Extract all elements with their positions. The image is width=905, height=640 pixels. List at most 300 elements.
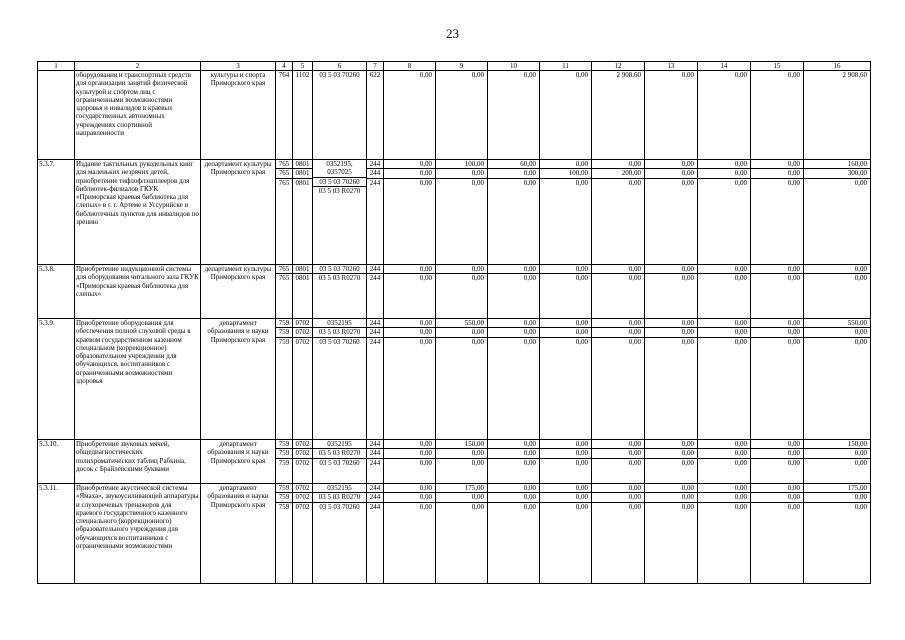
- value-line: 0,00: [523, 440, 536, 448]
- value-cell: [367, 160, 384, 265]
- value-line: 175,00: [847, 484, 867, 492]
- header-cell: 9: [436, 62, 488, 71]
- value-line: 244: [367, 274, 383, 283]
- value-cell: [384, 265, 436, 319]
- value-line: 0,00: [787, 265, 800, 273]
- value-line: 0352195: [327, 319, 352, 327]
- value-line: 550,00: [464, 319, 484, 327]
- value-line: 0,00: [645, 178, 697, 187]
- organization: департамент образования и науки Приморского края: [201, 440, 276, 484]
- value-line: 0,00: [540, 328, 591, 337]
- value-line: 244: [369, 440, 381, 448]
- value-line: 0801: [295, 160, 310, 168]
- value-line: 0,00: [751, 274, 803, 283]
- value-line: 0,00: [575, 319, 588, 327]
- value-cell: [698, 440, 751, 484]
- header-cell: 4: [276, 62, 293, 71]
- value-line: 0,00: [436, 169, 487, 178]
- value-line: 0,00: [471, 265, 484, 273]
- value-cell: [293, 484, 313, 584]
- value-line: 0,00: [645, 493, 697, 502]
- value-line: 0,00: [645, 337, 697, 346]
- value-line: 0,00: [698, 178, 750, 187]
- value-line: 03 5 03 R0270: [313, 449, 366, 458]
- value-line: 0,00: [419, 71, 432, 79]
- value-line: 0702: [293, 449, 312, 458]
- value-cell: [645, 71, 698, 160]
- table-row: [38, 440, 871, 484]
- value-line: 0,00: [645, 274, 697, 283]
- value-line: 160,00: [847, 160, 867, 168]
- value-cell: [276, 440, 293, 484]
- value-cell: [276, 160, 293, 265]
- value-line: 244: [369, 160, 381, 168]
- value-line: 0801: [293, 178, 312, 187]
- value-line: 0,00: [698, 449, 750, 458]
- value-line: 759: [276, 449, 292, 458]
- value-line: 0,00: [734, 484, 747, 492]
- value-cell: [804, 160, 871, 265]
- value-line: 244: [369, 265, 381, 273]
- value-line: 300,00: [804, 169, 870, 178]
- value-cell: [540, 319, 592, 440]
- value-line: 200,00: [592, 169, 644, 178]
- value-line: 765: [276, 169, 292, 178]
- value-line: 622: [369, 71, 381, 79]
- value-cell: [293, 160, 313, 265]
- value-line: 0,00: [592, 449, 644, 458]
- value-cell: [698, 71, 751, 160]
- value-line: 759: [278, 484, 290, 492]
- value-line: 0,00: [384, 328, 435, 337]
- value-line: 0,00: [488, 328, 539, 337]
- table-row: [38, 265, 871, 319]
- value-cell: [367, 265, 384, 319]
- header-row: [38, 62, 871, 71]
- value-line: 0,00: [471, 71, 484, 79]
- value-line: 0,00: [698, 169, 750, 178]
- value-cell: [313, 160, 367, 265]
- value-line: 0,00: [436, 493, 487, 502]
- value-cell: [384, 484, 436, 584]
- value-line: 0,00: [787, 440, 800, 448]
- value-cell: [436, 265, 488, 319]
- value-cell: [436, 319, 488, 440]
- value-line: 0,00: [787, 160, 800, 168]
- value-line: 0,00: [419, 319, 432, 327]
- value-line: 0,00: [488, 502, 539, 511]
- value-line: 765: [276, 274, 292, 283]
- value-line: 0,00: [751, 493, 803, 502]
- row-number: [38, 71, 75, 160]
- value-line: 2 908,60: [616, 71, 641, 79]
- value-line: 244: [367, 178, 383, 187]
- value-line: 0,00: [698, 493, 750, 502]
- value-line: 0,00: [804, 337, 870, 346]
- value-line: 0,00: [804, 274, 870, 283]
- value-line: 0,00: [787, 319, 800, 327]
- value-line: 0,00: [575, 484, 588, 492]
- value-line: 0,00: [592, 178, 644, 187]
- value-line: 0,00: [592, 493, 644, 502]
- value-line: 0,00: [698, 458, 750, 467]
- value-line: 0,00: [804, 449, 870, 458]
- value-cell: [436, 484, 488, 584]
- header-cell: 15: [751, 62, 804, 71]
- value-line: 0801: [293, 274, 312, 283]
- value-line: 0,00: [540, 178, 591, 187]
- value-line: 0,00: [751, 169, 803, 178]
- value-line: 0,00: [751, 328, 803, 337]
- value-line: 244: [367, 502, 383, 511]
- value-cell: [698, 160, 751, 265]
- value-line: 0,00: [436, 337, 487, 346]
- value-line: 0,00: [681, 160, 694, 168]
- value-line: 0,00: [628, 484, 641, 492]
- value-cell: [276, 265, 293, 319]
- value-line: 0,00: [384, 493, 435, 502]
- value-line: 0,00: [592, 337, 644, 346]
- value-line: 244: [367, 449, 383, 458]
- value-line: 0801: [295, 265, 310, 273]
- value-line: 0,00: [628, 160, 641, 168]
- value-line: 03 5 03 R0270: [313, 493, 366, 502]
- value-cell: [384, 71, 436, 160]
- value-cell: [540, 440, 592, 484]
- value-line: 0,00: [488, 337, 539, 346]
- value-line: 0,00: [523, 319, 536, 327]
- value-cell: [592, 71, 645, 160]
- value-cell: [436, 160, 488, 265]
- value-cell: [293, 265, 313, 319]
- value-cell: [804, 484, 871, 584]
- value-line: 0,00: [540, 458, 591, 467]
- value-cell: [313, 440, 367, 484]
- value-cell: [645, 265, 698, 319]
- value-cell: [488, 160, 540, 265]
- value-line: 0,00: [384, 337, 435, 346]
- value-line: 2 908,60: [842, 71, 867, 79]
- value-line: 0,00: [523, 484, 536, 492]
- value-line: 0,00: [804, 493, 870, 502]
- header-cell: 14: [698, 62, 751, 71]
- value-cell: [751, 265, 804, 319]
- value-line: 0702: [295, 484, 310, 492]
- value-line: 759: [278, 319, 290, 327]
- value-line: 0702: [293, 502, 312, 511]
- value-line: 03 5 03 70260: [313, 337, 366, 346]
- value-line: 0702: [293, 493, 312, 502]
- value-line: 0,00: [734, 440, 747, 448]
- value-line: 0,00: [592, 328, 644, 337]
- value-cell: [313, 319, 367, 440]
- value-line: 0,00: [645, 502, 697, 511]
- organization: культуры и спорта Приморского края: [201, 71, 276, 160]
- value-line: 0,00: [488, 449, 539, 458]
- header-cell: 11: [540, 62, 592, 71]
- value-line: 60,00: [520, 160, 536, 168]
- row-number: 5.3.10.: [38, 440, 75, 484]
- value-line: 100,00: [464, 160, 484, 168]
- header-cell: 7: [367, 62, 384, 71]
- header-cell: 1: [38, 62, 75, 71]
- value-line: 0,00: [734, 319, 747, 327]
- value-line: 0,00: [681, 484, 694, 492]
- value-line: 244: [367, 458, 383, 467]
- value-cell: [367, 440, 384, 484]
- value-cell: [645, 484, 698, 584]
- header-cell: 12: [592, 62, 645, 71]
- value-line: 0,00: [751, 449, 803, 458]
- measure-name: Приобретение индукционной системы для оборудования читального зала ГКУК «Приморская краевая библиотека для слепых»: [75, 265, 201, 319]
- value-line: 759: [276, 337, 292, 346]
- value-line: 0,00: [734, 71, 747, 79]
- value-line: 0,00: [592, 458, 644, 467]
- value-line: 0,00: [384, 274, 435, 283]
- value-line: 0,00: [436, 502, 487, 511]
- header-cell: 8: [384, 62, 436, 71]
- value-line: 03 5 03 R0270: [313, 328, 366, 337]
- value-cell: [488, 440, 540, 484]
- value-cell: [645, 440, 698, 484]
- value-cell: [384, 440, 436, 484]
- value-line: 03 5 03 70260: [319, 265, 360, 273]
- value-line: 0,00: [751, 178, 803, 187]
- value-line: 0702: [293, 328, 312, 337]
- value-cell: [488, 265, 540, 319]
- value-cell: [276, 484, 293, 584]
- value-cell: [592, 319, 645, 440]
- value-cell: [540, 265, 592, 319]
- value-line: 150,00: [847, 440, 867, 448]
- value-cell: [592, 265, 645, 319]
- value-line: 0,00: [419, 440, 432, 448]
- value-line: 0,00: [751, 502, 803, 511]
- table-row: [38, 484, 871, 584]
- value-line: 0,00: [540, 337, 591, 346]
- value-cell: [751, 71, 804, 160]
- value-line: 03 5 03 70260: [319, 71, 360, 79]
- value-line: 244: [367, 328, 383, 337]
- value-line: 0,00: [384, 458, 435, 467]
- value-line: 765: [276, 178, 292, 187]
- value-line: 0,00: [645, 458, 697, 467]
- value-line: 765: [278, 265, 290, 273]
- value-line: 0,00: [488, 458, 539, 467]
- value-cell: [488, 319, 540, 440]
- value-line: 0,00: [698, 337, 750, 346]
- value-cell: [751, 484, 804, 584]
- value-line: 0,00: [592, 274, 644, 283]
- value-line: 0,00: [488, 274, 539, 283]
- value-cell: [804, 71, 871, 160]
- value-line: 0,00: [698, 274, 750, 283]
- value-line: 0702: [295, 319, 310, 327]
- value-line: 759: [276, 458, 292, 467]
- page-number: 23: [446, 26, 459, 41]
- value-line: 0,00: [384, 449, 435, 458]
- value-line: 0,00: [804, 502, 870, 511]
- value-line: 759: [276, 328, 292, 337]
- value-line: 0,00: [575, 160, 588, 168]
- value-line: 0352195, 0357025: [326, 160, 353, 177]
- value-cell: [645, 160, 698, 265]
- value-line: 244: [369, 484, 381, 492]
- table-row: [38, 160, 871, 265]
- value-line: 0,00: [734, 160, 747, 168]
- value-cell: [592, 440, 645, 484]
- value-line: 0702: [293, 458, 312, 467]
- header-cell: 5: [293, 62, 313, 71]
- organization: департамент образования и науки Приморского края: [201, 484, 276, 584]
- header-cell: 3: [201, 62, 276, 71]
- value-cell: [540, 160, 592, 265]
- row-number: 5.3.8.: [38, 265, 75, 319]
- value-cell: [293, 71, 313, 160]
- value-cell: [804, 440, 871, 484]
- value-line: 244: [367, 493, 383, 502]
- value-line: 0,00: [575, 71, 588, 79]
- value-cell: [751, 440, 804, 484]
- value-line: 759: [276, 493, 292, 502]
- value-line: 03 5 03 70260: [313, 177, 366, 186]
- value-line: 244: [369, 319, 381, 327]
- organization: департамент образования и науки Приморского края: [201, 319, 276, 440]
- table-row: [38, 71, 871, 160]
- value-line: 759: [278, 440, 290, 448]
- value-line: 03 5 03 R0270: [313, 186, 366, 195]
- value-line: 0,00: [681, 265, 694, 273]
- value-line: 0,00: [681, 440, 694, 448]
- value-cell: [592, 484, 645, 584]
- measure-name: Издание тактильных рукодельных книг для маленьких незрячих детей, приобретение тифлофлэшплееров для библиотек-филиалов ГКУК «Приморская краевая библиотека для слепых» в г. г. Артеме и Уссурийске и библиотечных пунктов для инвалидов по зрению: [75, 160, 201, 265]
- value-cell: [367, 484, 384, 584]
- value-line: 0,00: [734, 265, 747, 273]
- value-cell: [293, 440, 313, 484]
- value-line: 0,00: [540, 502, 591, 511]
- value-line: 0,00: [575, 440, 588, 448]
- value-line: 765: [278, 160, 290, 168]
- value-cell: [384, 319, 436, 440]
- value-line: 0,00: [540, 274, 591, 283]
- value-cell: [698, 319, 751, 440]
- value-line: 0,00: [645, 169, 697, 178]
- value-cell: [488, 71, 540, 160]
- value-line: 0,00: [488, 178, 539, 187]
- organization: департамент культуры Приморского края: [201, 265, 276, 319]
- header-cell: 6: [313, 62, 367, 71]
- value-line: 0,00: [384, 502, 435, 511]
- value-line: 0,00: [436, 449, 487, 458]
- measure-name: Приобретение звуковых мячей, общедиагностических полихроматических таблиц Рабкина, досок с Брайлевскими буквами: [75, 440, 201, 484]
- value-cell: [313, 265, 367, 319]
- value-line: 0,00: [628, 319, 641, 327]
- value-line: 550,00: [847, 319, 867, 327]
- value-line: 0,00: [698, 502, 750, 511]
- header-cell: 13: [645, 62, 698, 71]
- value-cell: [804, 265, 871, 319]
- value-cell: [698, 484, 751, 584]
- value-cell: [436, 71, 488, 160]
- value-cell: [367, 319, 384, 440]
- value-cell: [436, 440, 488, 484]
- value-line: 0,00: [540, 449, 591, 458]
- value-cell: [276, 71, 293, 160]
- organization: департамент культуры Приморского края: [201, 160, 276, 265]
- value-line: 0,00: [384, 178, 435, 187]
- value-line: 0,00: [540, 493, 591, 502]
- value-cell: [645, 319, 698, 440]
- value-line: 0,00: [436, 328, 487, 337]
- value-line: 0,00: [645, 328, 697, 337]
- value-line: 0,00: [436, 274, 487, 283]
- value-cell: [698, 265, 751, 319]
- value-cell: [751, 319, 804, 440]
- value-line: 0,00: [804, 458, 870, 467]
- value-cell: [313, 484, 367, 584]
- value-cell: [276, 319, 293, 440]
- value-cell: [313, 71, 367, 160]
- table-row: [38, 319, 871, 440]
- value-line: 0,00: [698, 328, 750, 337]
- value-cell: [540, 484, 592, 584]
- value-line: 0,00: [436, 178, 487, 187]
- value-cell: [367, 71, 384, 160]
- row-number: 5.3.7.: [38, 160, 75, 265]
- value-line: 0,00: [628, 265, 641, 273]
- value-line: 0,00: [523, 71, 536, 79]
- value-line: 0,00: [488, 493, 539, 502]
- value-line: 0352195: [327, 440, 352, 448]
- value-line: 0,00: [804, 328, 870, 337]
- value-line: 150,00: [464, 440, 484, 448]
- row-number: 5.3.11.: [38, 484, 75, 584]
- value-line: 0702: [295, 440, 310, 448]
- value-line: 0,00: [751, 337, 803, 346]
- header-cell: 10: [488, 62, 540, 71]
- value-line: 1102: [295, 71, 310, 79]
- value-line: 0,00: [787, 484, 800, 492]
- value-line: 0702: [293, 337, 312, 346]
- value-line: 0,00: [681, 319, 694, 327]
- value-line: 03 5 03 70260: [313, 502, 366, 511]
- value-line: 175,00: [464, 484, 484, 492]
- header-cell: 2: [75, 62, 201, 71]
- budget-table: [37, 61, 871, 584]
- measure-name: оборудования и транспортных средств для организации занятий физической культурой и спортом лиц с ограниченными возможностями здоровья и инвалидов в краевых государственных автономных учреждениях спортивной направленности: [75, 71, 201, 160]
- value-line: 0801: [293, 169, 312, 178]
- value-line: 0,00: [854, 265, 867, 273]
- value-line: 0,00: [681, 71, 694, 79]
- measure-name: Приобретение оборудования для обеспечения полной слуховой среды в краевом государственном казенном специальном (коррекционное) образовательном учреждении для обучающихся, воспитанников с ограниченными возможностями здоровья: [75, 319, 201, 440]
- value-line: 0,00: [384, 169, 435, 178]
- value-line: 0,00: [419, 160, 432, 168]
- value-line: 0,00: [645, 449, 697, 458]
- value-line: 0,00: [804, 178, 870, 187]
- value-cell: [293, 319, 313, 440]
- value-line: 0,00: [787, 71, 800, 79]
- value-line: 03 5 03 R0270: [313, 274, 366, 283]
- value-line: 244: [367, 169, 383, 178]
- value-line: 0,00: [419, 265, 432, 273]
- value-line: 0352195: [327, 484, 352, 492]
- value-line: 759: [276, 502, 292, 511]
- row-number: 5.3.9.: [38, 319, 75, 440]
- value-line: 0,00: [575, 265, 588, 273]
- value-line: 0,00: [751, 458, 803, 467]
- header-cell: 16: [804, 62, 871, 71]
- value-cell: [540, 71, 592, 160]
